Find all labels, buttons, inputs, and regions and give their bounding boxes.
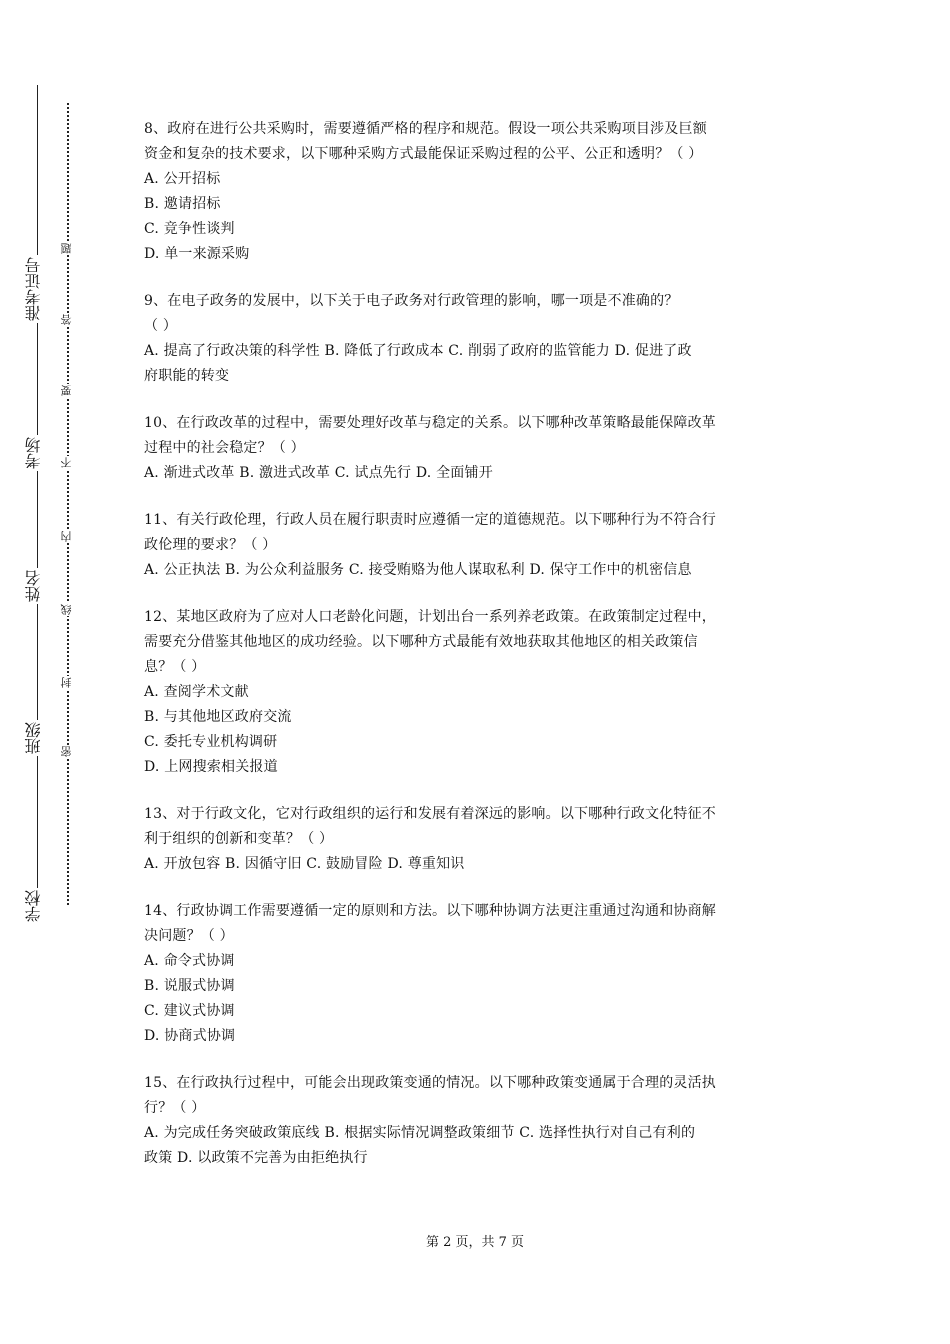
field-school: 学校 — [22, 888, 52, 924]
binding-dotted-line — [67, 103, 69, 905]
option-b: B. 邀请招标 — [144, 196, 221, 212]
question-13 — [144, 802, 810, 877]
question-line: 政伦理的要求？（ ） — [144, 537, 277, 553]
question-14 — [144, 899, 810, 1049]
question-line: 9、在电子政务的发展中，以下关于电子政务对行政管理的影响，哪一项是不准确的？ — [144, 293, 679, 309]
options-line: A. 公正执法 B. 为公众利益服务 C. 接受贿赂为他人谋取私利 D. 保守工作中的机密信息 — [144, 562, 692, 578]
question-line: 8、政府在进行公共采购时，需要遵循严格的程序和规范。假设一项公共采购项目涉及巨额 — [144, 121, 707, 137]
question-10 — [144, 411, 810, 486]
question-line: 行？（ ） — [144, 1100, 206, 1116]
option-b: B. 与其他地区政府交流 — [144, 709, 292, 725]
binding-strip — [0, 0, 100, 1344]
question-8 — [144, 117, 810, 267]
option-d: D. 上网搜索相关报道 — [144, 759, 278, 775]
option-d: D. 协商式协调 — [144, 1028, 236, 1044]
seal-char: 题 — [59, 242, 77, 255]
options-line: A. 提高了行政决策的科学性 B. 降低了行政成本 C. 削弱了政府的监管能力 D. 促进了政 — [144, 343, 692, 359]
binding-solid-line — [37, 85, 38, 905]
field-name: 姓名 — [22, 568, 52, 604]
option-c: C. 委托专业机构调研 — [144, 734, 278, 750]
field-admission-number: 准考证号 — [22, 255, 52, 323]
question-line: 决问题？（ ） — [144, 928, 234, 944]
question-11 — [144, 508, 810, 583]
question-line: 12、某地区政府为了应对人口老龄化问题，计划出台一系列养老政策。在政策制定过程中， — [144, 609, 717, 625]
seal-char: 封 — [59, 676, 77, 689]
question-line: 利于组织的创新和变革？（ ） — [144, 831, 334, 847]
options-line: A. 开放包容 B. 因循守旧 C. 鼓励冒险 D. 尊重知识 — [144, 856, 465, 872]
page-number: 第 2 页，共 7 页 — [425, 1235, 525, 1250]
option-b: B. 说服式协调 — [144, 978, 235, 994]
seal-char: 不 — [59, 456, 77, 469]
seal-char: 要 — [59, 384, 77, 397]
question-12 — [144, 605, 810, 780]
option-c: C. 竞争性谈判 — [144, 221, 235, 237]
option-d: D. 单一来源采购 — [144, 246, 250, 262]
options-line: 政策 D. 以政策不完善为由拒绝执行 — [144, 1150, 368, 1166]
question-line: 10、在行政改革的过程中，需要处理好改革与稳定的关系。以下哪种改革策略最能保障改革 — [144, 415, 717, 431]
question-line: （ ） — [144, 318, 178, 334]
question-line: 过程中的社会稳定？（ ） — [144, 440, 305, 456]
question-15 — [144, 1071, 810, 1171]
option-a: A. 命令式协调 — [144, 953, 235, 969]
question-line: 11、有关行政伦理，行政人员在履行职责时应遵循一定的道德规范。以下哪种行为不符合行 — [144, 512, 717, 528]
option-c: C. 建议式协调 — [144, 1003, 235, 1019]
options-line: A. 为完成任务突破政策底线 B. 根据实际情况调整政策细节 C. 选择性执行对自己有利的 — [144, 1125, 696, 1141]
option-a: A. 公开招标 — [144, 171, 221, 187]
options-line: A. 渐进式改革 B. 激进式改革 C. 试点先行 D. 全面铺开 — [144, 465, 493, 481]
question-line: 14、行政协调工作需要遵循一定的原则和方法。以下哪种协调方法更注重通过沟通和协商解 — [144, 903, 717, 919]
question-line: 息？（ ） — [144, 659, 206, 675]
seal-char: 线 — [59, 603, 77, 616]
field-exam-room: 考场 — [22, 435, 52, 471]
question-line: 资金和复杂的技术要求，以下哪种采购方式最能保证采购过程的公平、公正和透明？（ ） — [144, 146, 703, 162]
seal-char: 答 — [59, 313, 77, 326]
question-line: 需要充分借鉴其他地区的成功经验。以下哪种方式最能有效地获取其他地区的相关政策信 — [144, 634, 698, 650]
question-line: 13、对于行政文化，它对行政组织的运行和发展有着深远的影响。以下哪种行政文化特征不 — [144, 806, 717, 822]
options-line: 府职能的转变 — [144, 368, 230, 384]
seal-char: 内 — [59, 530, 77, 543]
field-class: 班级 — [22, 720, 52, 756]
question-9 — [144, 289, 810, 389]
option-a: A. 查阅学术文献 — [144, 684, 249, 700]
seal-char: 密 — [59, 745, 77, 758]
question-line: 15、在行政执行过程中，可能会出现政策变通的情况。以下哪种政策变通属于合理的灵活执 — [144, 1075, 717, 1091]
question-list — [144, 117, 810, 1193]
